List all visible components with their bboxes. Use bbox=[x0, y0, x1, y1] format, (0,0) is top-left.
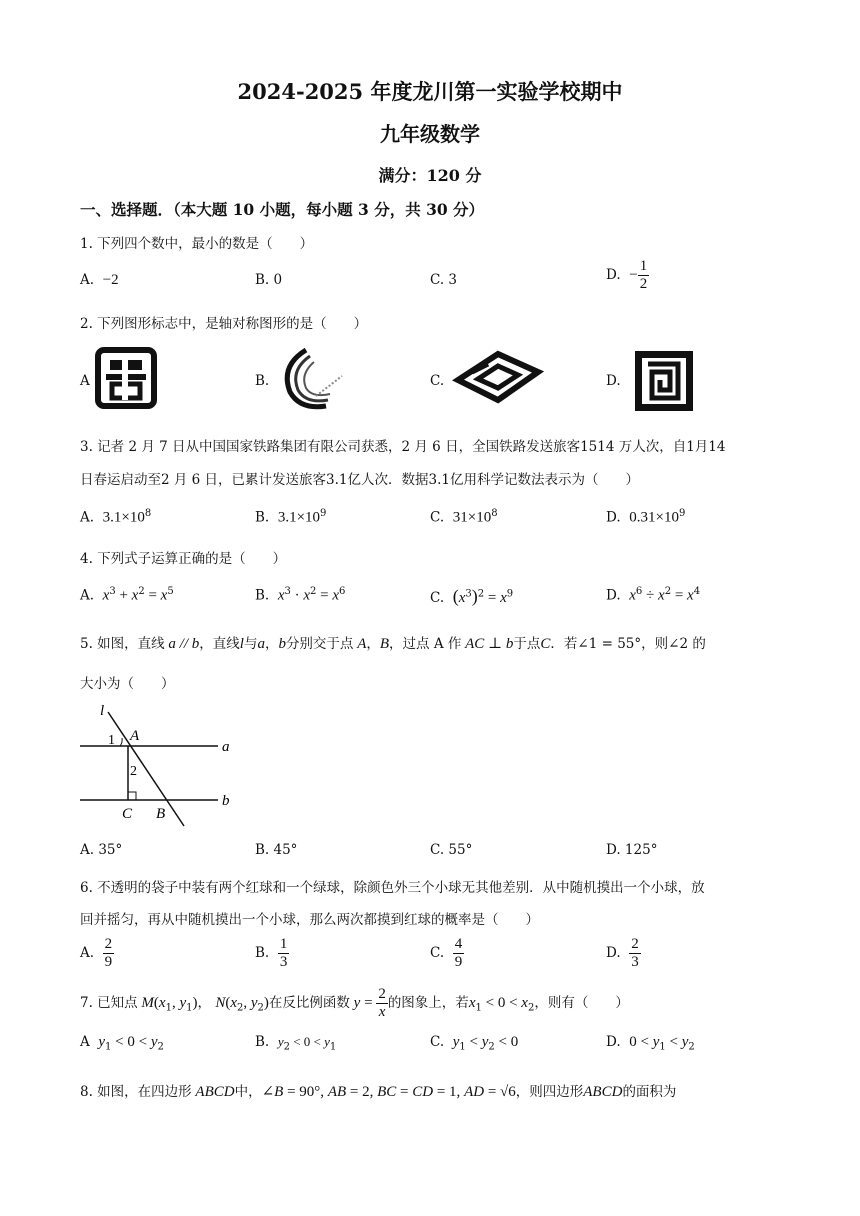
q2-stem: 2. 下列图形标志中，是轴对称图形的是（ ） bbox=[80, 316, 368, 332]
logo-c-icon bbox=[452, 350, 544, 404]
q3-option-d: D. $0.31\times 10^9$ bbox=[606, 508, 686, 526]
q3-option-c: C. $31\times 10^8$ bbox=[430, 508, 498, 526]
q4-option-c: C. $(x^3)^2 = x^9$ bbox=[430, 586, 514, 606]
q5-line1: 5. 如图，直线 a // b，直线l与a，b分别交于点 A，B，过点 A 作 AC ⊥ b于点C．若∠1 = 55°，则∠2 的 bbox=[80, 636, 706, 652]
logo-b-icon bbox=[276, 346, 348, 412]
q7-option-a: A $y_1 < 0 < y_2$ bbox=[80, 1034, 164, 1053]
q7-stem: 7. 已知点 $M(x_1$, $y_1$)， $N(x_2$, $y_2$)在反比例函数 y = $\frac{2}{x}$ 的图象上，若$x_1 < 0 < x_2$，则有（ ） bbox=[80, 986, 629, 1020]
exam-title: 2024-2025 年度龙川第一实验学校期中 bbox=[237, 79, 623, 104]
q6-option-c: C. $\frac{4}{9}$ bbox=[430, 936, 463, 970]
full-score: 满分：120 分 bbox=[378, 166, 482, 185]
q7-option-c: C. $y_1 < y_2 < 0$ bbox=[430, 1034, 519, 1053]
q6-line2: 回并摇匀，再从中随机摸出一个小球，那么两次都摸到红球的概率是（ ） bbox=[80, 912, 539, 928]
q4-option-b: B. $x^3 \cdot x^2 = x^6$ bbox=[255, 586, 346, 604]
q2-label-d: D. bbox=[606, 373, 621, 389]
q2-label-a: A bbox=[80, 373, 90, 389]
q5-option-c: C. 55° bbox=[430, 842, 473, 858]
q7-option-d: D. $0 < y_1 < y_2$ bbox=[606, 1034, 695, 1053]
q7-option-b: B. $y_2 < 0 < y_1$ bbox=[255, 1034, 337, 1053]
section-heading: 一、选择题．（本大题 10 小题，每小题 3 分，共 30 分） bbox=[80, 200, 485, 219]
q3-option-a: A. $3.1\times 10^8$ bbox=[80, 508, 152, 526]
q3-option-b: B. $3.1\times 10^9$ bbox=[255, 508, 327, 526]
q6-option-d: D. $\frac{2}{3}$ bbox=[606, 936, 639, 970]
fig-label-C: C bbox=[122, 806, 133, 822]
fig-label-A: A bbox=[130, 728, 140, 744]
fig-label-b: b bbox=[222, 793, 230, 809]
q1-option-c: C. 3 bbox=[430, 272, 458, 288]
q5-option-d: D. 125° bbox=[606, 842, 658, 858]
q1-option-a: A. −2 bbox=[80, 272, 119, 288]
q1-option-d: D. − $\frac{1}{2}$ bbox=[606, 258, 648, 292]
q5-line2: 大小为（ ） bbox=[80, 676, 175, 692]
exam-subject: 九年级数学 bbox=[380, 122, 480, 146]
q2-label-c: C. bbox=[430, 373, 445, 389]
q6-option-a: A. $\frac{2}{9}$ bbox=[80, 936, 113, 970]
q6-option-b: B. $\frac{1}{3}$ bbox=[255, 936, 288, 970]
logo-d-icon bbox=[632, 348, 696, 414]
fig-label-l: l bbox=[100, 703, 105, 719]
q4-stem: 4. 下列式子运算正确的是（ ） bbox=[80, 551, 287, 567]
q5-option-a: A. 35° bbox=[80, 842, 123, 858]
fig-label-2: 2 bbox=[130, 764, 137, 779]
fig-label-B: B bbox=[156, 806, 166, 822]
q3-line2: 日春运启动至2 月 6 日，已累计发送旅客3.1亿人次．数据3.1亿用科学记数法表示为（ ） bbox=[80, 472, 639, 488]
q1-option-b: B. 0 bbox=[255, 272, 283, 288]
q3-line1: 3. 记者 2 月 7 日从中国国家铁路集团有限公司获悉，2 月 6 日，全国铁路发送旅客1514 万人次，自1月14 bbox=[80, 439, 726, 455]
fig-label-1: 1 bbox=[108, 733, 115, 748]
q1-stem: 1. 下列四个数中，最小的数是（ ） bbox=[80, 236, 314, 252]
q8-stem: 8. 如图，在四边形 ABCD中，∠B = 90°, AB = 2, BC = CD = 1, AD = √6，则四边形ABCD的面积为 bbox=[80, 1084, 677, 1100]
q6-line1: 6. 不透明的袋子中装有两个红球和一个绿球，除颜色外三个小球无其他差别．从中随机摸出一个小球，放 bbox=[80, 880, 705, 896]
q4-option-d: D. $x^6 \div x^2 = x^4$ bbox=[606, 586, 701, 604]
q4-option-a: A. $x^3 + x^2 = x^5$ bbox=[80, 586, 174, 604]
q2-label-b: B. bbox=[255, 373, 270, 389]
fig-label-a: a bbox=[222, 739, 230, 755]
logo-a-icon bbox=[94, 346, 158, 410]
q5-option-b: B. 45° bbox=[255, 842, 298, 858]
q5-figure bbox=[76, 700, 246, 830]
